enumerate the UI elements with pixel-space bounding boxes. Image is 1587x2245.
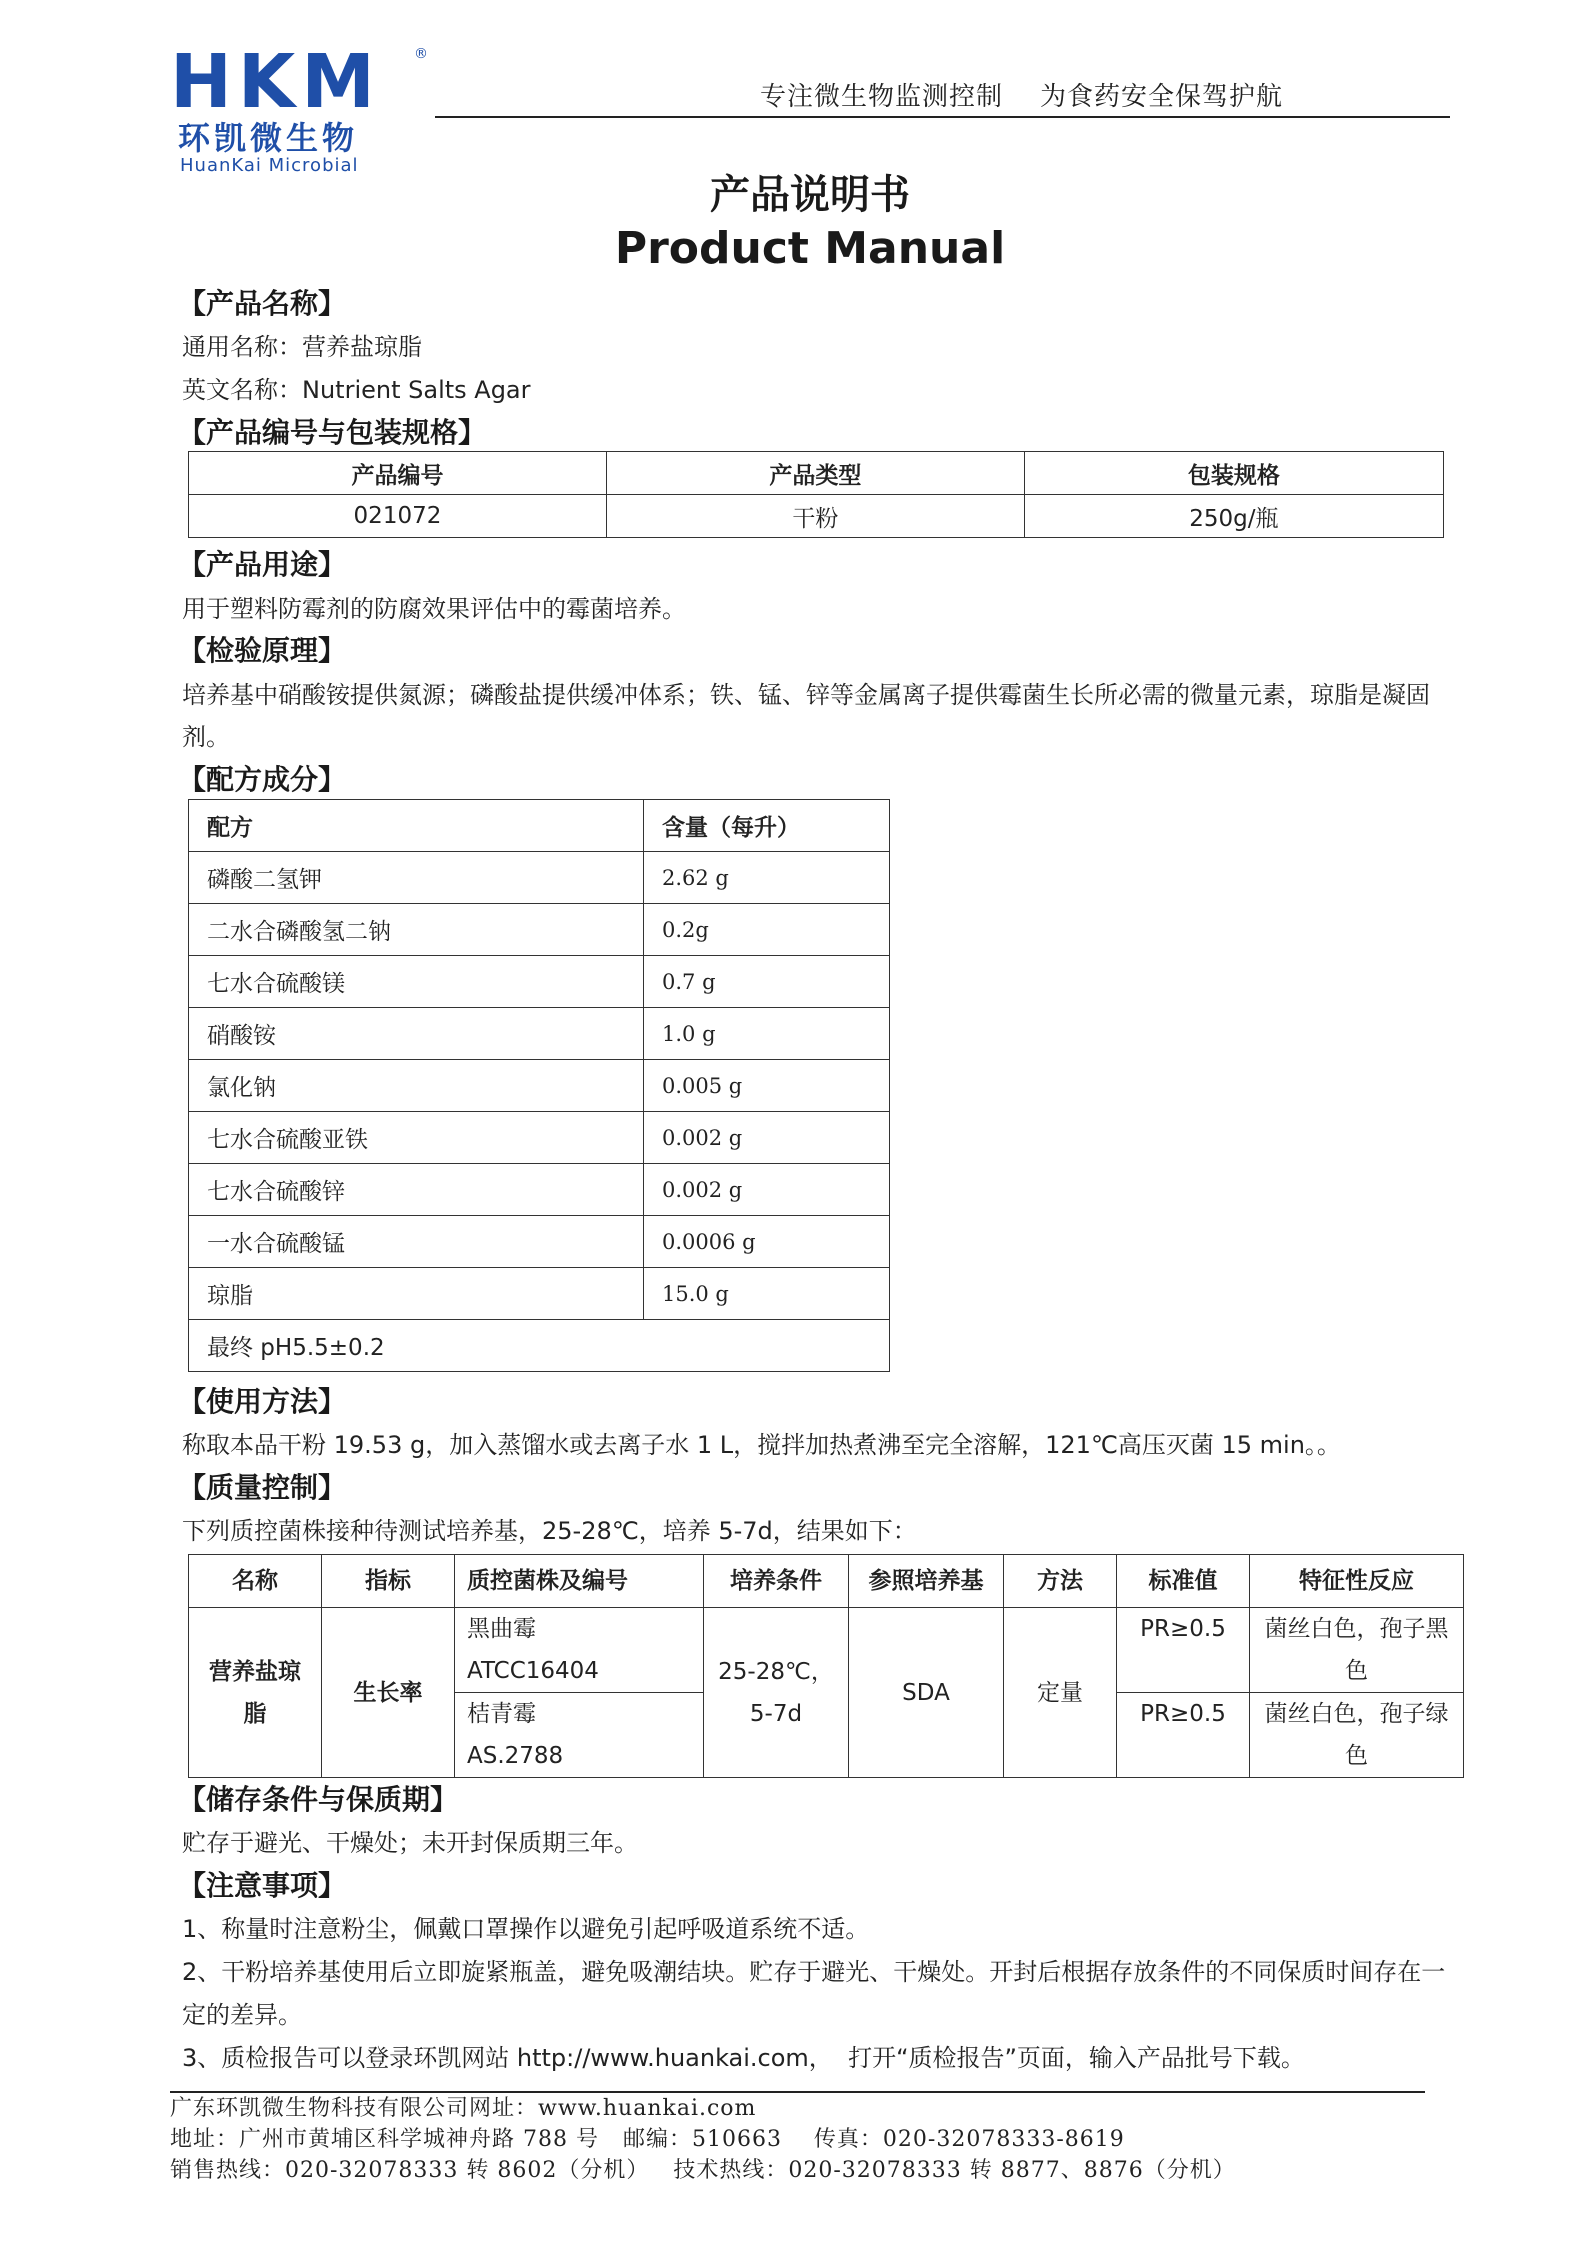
section-heading-principle: 【检验原理】 [178, 634, 347, 667]
table-header-cell: 产品类型 [606, 452, 1024, 495]
table-row [189, 1112, 890, 1164]
logo-registered-mark: ® [414, 46, 428, 62]
ingredient-name: 七水合硫酸亚铁 [189, 1112, 644, 1164]
page-title-cn: 产品说明书 [710, 172, 910, 218]
reaction-1-line-a: 菌丝白色，孢子黑 [1264, 1616, 1449, 1642]
package-spec: 250g/瓶 [1024, 495, 1443, 538]
ingredient-name: 一水合硫酸锰 [189, 1216, 644, 1268]
table-row [189, 1608, 1464, 1693]
table-row [189, 1008, 890, 1060]
table-row [189, 956, 890, 1008]
reaction-2-line-b: 色 [1345, 1743, 1368, 1769]
table-header-cell: 产品编号 [189, 452, 607, 495]
footer-company: 广东环凯微生物科技有限公司网址：www.huankai.com [170, 2096, 757, 2121]
table-header-cell: 参照培养基 [849, 1555, 1004, 1608]
strain-1-code: ATCC16404 [467, 1658, 599, 1684]
note-2-line-2: 定的差异。 [182, 2001, 302, 2029]
principle-line-2: 剂。 [182, 723, 230, 751]
product-code-table [188, 451, 1444, 538]
qc-intro: 下列质控菌株接种待测试培养基，25-28℃，培养 5-7d，结果如下： [182, 1517, 917, 1545]
strain-2-name: 桔青霉 [467, 1701, 536, 1727]
qc-condition-1: 25-28℃， [718, 1658, 834, 1685]
ingredient-amount: 0.002 g [644, 1112, 890, 1164]
table-header-row [189, 1555, 1464, 1608]
section-heading-qc: 【质量控制】 [178, 1471, 347, 1504]
qc-medium-name-2: 脂 [243, 1700, 267, 1727]
strain-1-name: 黑曲霉 [467, 1616, 536, 1642]
qc-condition-2: 5-7d [749, 1700, 803, 1727]
ingredient-name: 氯化钠 [189, 1060, 644, 1112]
method-text: 称取本品干粉 19.53 g，加入蒸馏水或去离子水 1 L，搅拌加热煮沸至完全溶解，121℃高压灭菌 15 min。。 [182, 1431, 1341, 1459]
table-header-cell: 培养条件 [704, 1555, 849, 1608]
note-2-line-1: 2、干粉培养基使用后立即旋紧瓶盖，避免吸潮结块。贮存于避光、干燥处。开封后根据存放条件的不同保质时间存在一 [182, 1958, 1446, 1986]
qc-reaction-1 [1250, 1608, 1464, 1693]
qc-condition [704, 1608, 849, 1778]
table-header-cell: 质控菌株及编号 [455, 1555, 704, 1608]
qc-indicator: 生长率 [322, 1608, 455, 1778]
section-heading-storage: 【储存条件与保质期】 [178, 1783, 459, 1816]
ingredient-name: 七水合硫酸锌 [189, 1164, 644, 1216]
qc-strain-1 [455, 1608, 704, 1693]
table-header-cell: 含量（每升） [644, 800, 890, 852]
formula-table [188, 799, 890, 1372]
quality-control-table [188, 1554, 1464, 1778]
table-header-row [189, 800, 890, 852]
table-row [189, 852, 890, 904]
section-heading-method: 【使用方法】 [178, 1385, 347, 1418]
table-header-cell: 特征性反应 [1250, 1555, 1464, 1608]
ingredient-name: 二水合磷酸氢二钠 [189, 904, 644, 956]
note-1: 1、称量时注意粉尘，佩戴口罩操作以避免引起呼吸道系统不适。 [182, 1915, 870, 1943]
table-row [189, 904, 890, 956]
table-header-cell: 标准值 [1117, 1555, 1250, 1608]
page-title-en: Product Manual [614, 223, 1006, 274]
qc-reaction-2 [1250, 1693, 1464, 1778]
table-row [189, 495, 1444, 538]
reaction-1-line-b: 色 [1345, 1658, 1368, 1684]
ingredient-amount: 2.62 g [644, 852, 890, 904]
ingredient-name: 硝酸铵 [189, 1008, 644, 1060]
ingredient-amount: 0.005 g [644, 1060, 890, 1112]
logo-hkm-text: HKM [170, 39, 381, 125]
section-heading-name: 【产品名称】 [178, 287, 347, 320]
logo-english-name: HuanKai Microbial [180, 155, 359, 176]
table-header-cell: 方法 [1004, 1555, 1117, 1608]
footer-hotlines: 销售热线：020-32078333 转 8602（分机） 技术热线：020-32078333 转 8877、8876（分机） [170, 2158, 1236, 2183]
table-header-cell: 名称 [189, 1555, 322, 1608]
table-row [189, 1216, 890, 1268]
final-ph: 最终 pH5.5±0.2 [189, 1320, 890, 1372]
qc-standard-1: PR≥0.5 [1117, 1608, 1250, 1693]
use-text: 用于塑料防霉剂的防腐效果评估中的霉菌培养。 [182, 595, 686, 623]
section-heading-code: 【产品编号与包装规格】 [178, 416, 487, 449]
reaction-2-line-a: 菌丝白色，孢子绿 [1264, 1701, 1449, 1727]
footer-address: 地址：广州市黄埔区科学城神舟路 788 号 邮编：510663 传真：020-32078333-8619 [170, 2127, 1125, 2152]
qc-medium-name [189, 1608, 322, 1778]
ingredient-amount: 15.0 g [644, 1268, 890, 1320]
ingredient-name: 七水合硫酸镁 [189, 956, 644, 1008]
header-divider [435, 116, 1450, 118]
qc-strain-2 [455, 1693, 704, 1778]
table-header-cell: 指标 [322, 1555, 455, 1608]
principle-line-1: 培养基中硝酸铵提供氮源；磷酸盐提供缓冲体系；铁、锰、锌等金属离子提供霉菌生长所必需的微量元素，琼脂是凝固 [182, 681, 1430, 709]
table-row [189, 1320, 890, 1372]
company-logo [170, 39, 440, 176]
product-code: 021072 [189, 495, 607, 538]
qc-reference-medium: SDA [849, 1608, 1004, 1778]
ingredient-name: 磷酸二氢钾 [189, 852, 644, 904]
footer-divider [170, 2091, 1425, 2093]
storage-text: 贮存于避光、干燥处；未开封保质期三年。 [182, 1829, 638, 1857]
common-name: 通用名称：营养盐琼脂 [182, 333, 422, 361]
qc-standard-2: PR≥0.5 [1117, 1693, 1250, 1778]
section-heading-notes: 【注意事项】 [178, 1869, 347, 1902]
ingredient-amount: 0.7 g [644, 956, 890, 1008]
note-3: 3、质检报告可以登录环凯网站 http://www.huankai.com， 打开“质检报告”页面，输入产品批号下载。 [182, 2044, 1305, 2072]
ingredient-amount: 1.0 g [644, 1008, 890, 1060]
table-header-row [189, 452, 1444, 495]
table-row [189, 1060, 890, 1112]
ingredient-name: 琼脂 [189, 1268, 644, 1320]
qc-method: 定量 [1004, 1608, 1117, 1778]
logo-chinese-name: 环凯微生物 [178, 119, 359, 157]
header-slogan: 专注微生物监测控制 为食药安全保驾护航 [760, 82, 1284, 112]
product-type: 干粉 [606, 495, 1024, 538]
section-heading-use: 【产品用途】 [178, 548, 347, 581]
qc-medium-name-1: 营养盐琼 [209, 1658, 301, 1685]
table-header-cell: 包装规格 [1024, 452, 1443, 495]
section-heading-formula: 【配方成分】 [178, 763, 347, 796]
strain-2-code: AS.2788 [467, 1743, 564, 1769]
ingredient-amount: 0.0006 g [644, 1216, 890, 1268]
english-name: 英文名称：Nutrient Salts Agar [182, 376, 531, 404]
table-header-cell: 配方 [189, 800, 644, 852]
ingredient-amount: 0.002 g [644, 1164, 890, 1216]
ingredient-amount: 0.2g [644, 904, 890, 956]
table-row [189, 1268, 890, 1320]
table-row [189, 1164, 890, 1216]
